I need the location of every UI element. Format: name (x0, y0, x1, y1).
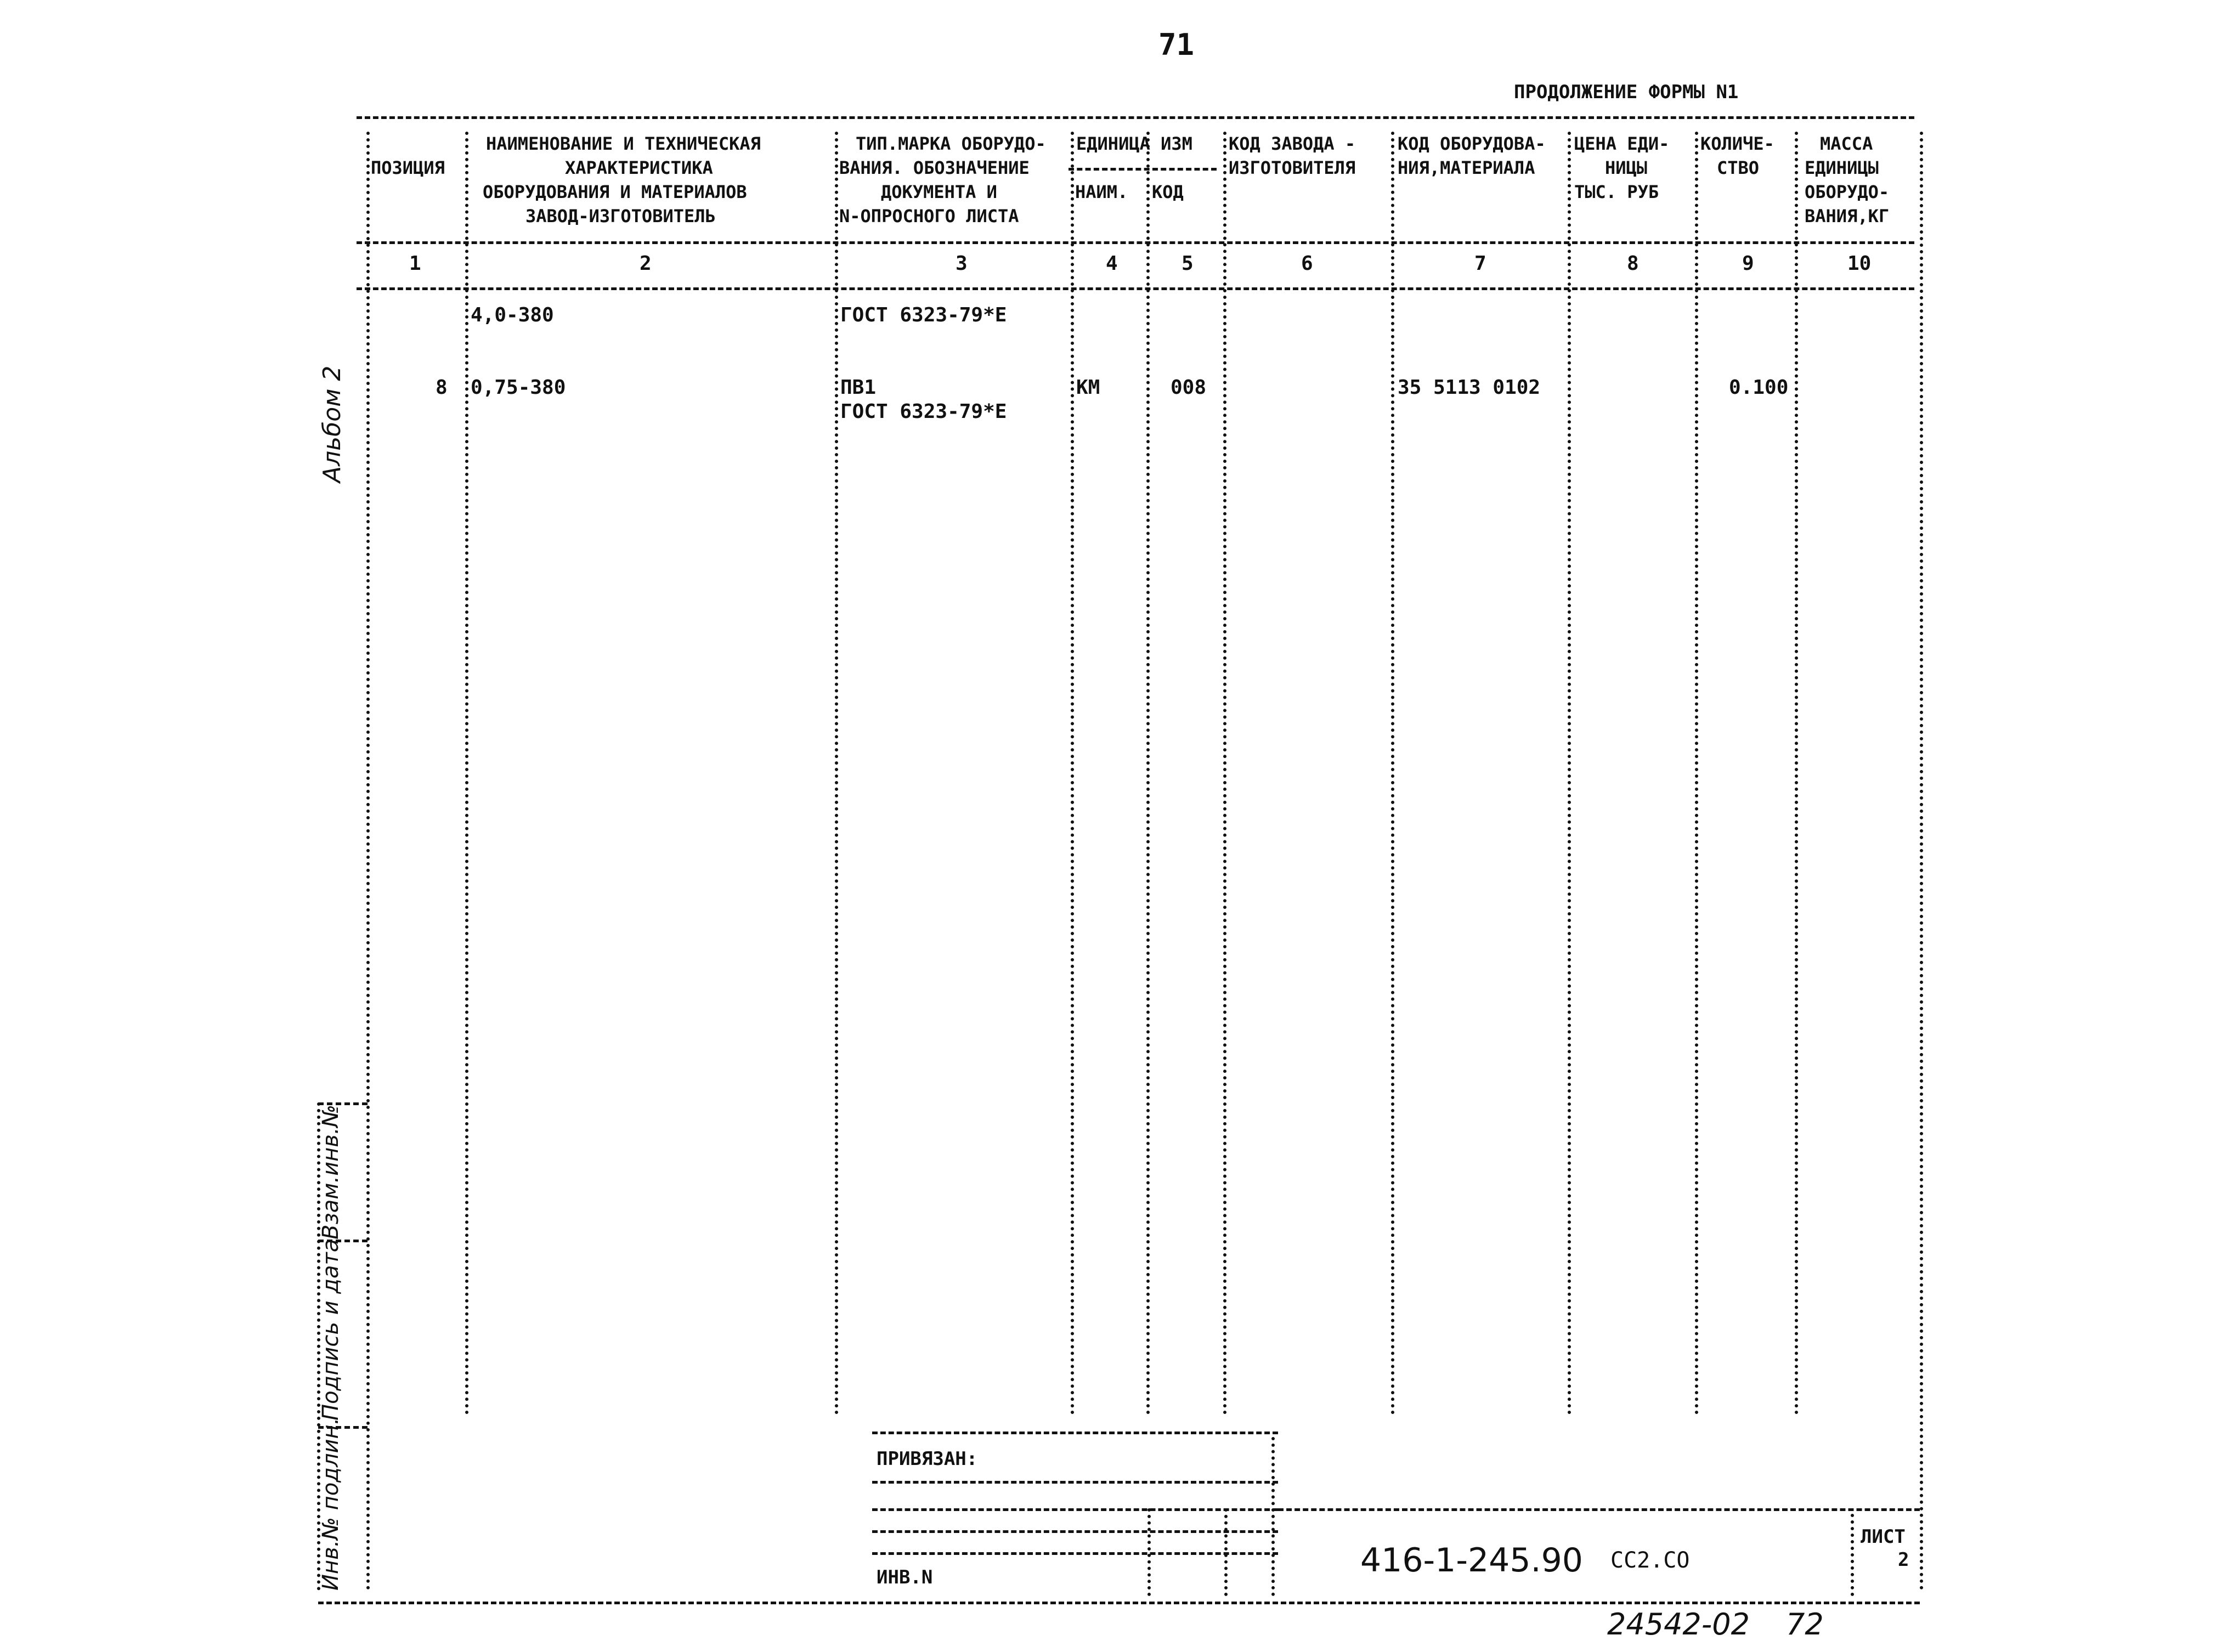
original-inv-label: Инв.№ подлин. (318, 1417, 343, 1591)
cell-doc: ГОСТ 6323-79*Е (840, 400, 1007, 423)
cell-unit: КМ (1076, 376, 1100, 399)
col-number-8: 8 (1627, 252, 1639, 275)
col-number-3: 3 (956, 252, 968, 275)
cell-doc: ПВ1 (840, 376, 877, 399)
col-sep-7 (1568, 132, 1571, 1415)
col-sep-4 (1146, 132, 1150, 1415)
privyazan-label: ПРИВЯЗАН: (877, 1448, 978, 1470)
col-sep-3 (1071, 132, 1074, 1415)
document-suffix: СС2.СО (1610, 1548, 1690, 1573)
stamp-rule (872, 1530, 1278, 1533)
col-number-4: 4 (1106, 252, 1118, 275)
form-title: ПРОДОЛЖЕНИЕ ФОРМЫ N1 (1514, 81, 1739, 103)
table-top-rule (357, 116, 1914, 119)
stamp-sep (1271, 1437, 1275, 1596)
stamp-rule (872, 1481, 1278, 1484)
cell-position: 8 (436, 376, 448, 399)
col-sep-5 (1223, 132, 1226, 1415)
page-number: 71 (1158, 27, 1195, 62)
col-number-10: 10 (1847, 252, 1872, 275)
col-sep-1 (465, 132, 468, 1415)
col-number-6: 6 (1301, 252, 1313, 275)
cell-name: 0,75-380 (471, 376, 566, 399)
inv-label: ИНВ.N (877, 1566, 933, 1588)
footer-page-number: 72 (1786, 1607, 1824, 1642)
col-number-7: 7 (1474, 252, 1486, 275)
document-code: 416-1-245.90 (1360, 1541, 1583, 1580)
footer-archive-number: 24542-02 (1607, 1607, 1750, 1642)
signature-date-label: Подпись и дата (318, 1238, 343, 1421)
stamp-rule (1278, 1508, 1920, 1511)
col-number-5: 5 (1182, 252, 1194, 275)
cell-quantity: 0.100 (1729, 376, 1789, 399)
cell-name: 4,0-380 (471, 304, 554, 326)
col-number-9: 9 (1742, 252, 1754, 275)
col-sep-8 (1695, 132, 1698, 1415)
col-sep-2 (835, 132, 838, 1415)
col-sep-6 (1391, 132, 1394, 1415)
stamp-rule (872, 1508, 1278, 1511)
vzam-inv-label: Взам.инв.№ (318, 1104, 343, 1240)
stamp-rule (872, 1552, 1278, 1555)
header-bottom-rule (357, 241, 1914, 244)
sheet-number: 2 (1898, 1549, 1909, 1571)
colnum-bottom-rule (357, 287, 1914, 290)
album-label: Альбом 2 (318, 365, 346, 483)
stamp-rule (872, 1432, 1278, 1434)
col-sep-10 (1920, 132, 1923, 1591)
cell-equipment-code: 35 5113 0102 (1398, 376, 1541, 399)
stamp-sep (1851, 1514, 1854, 1596)
col-sep-9 (1795, 132, 1798, 1415)
page-bottom-rule (318, 1602, 1920, 1604)
cell-unit-code: 008 (1171, 376, 1207, 399)
unit-sub-rule (1069, 168, 1217, 171)
col-sep-0 (366, 132, 370, 1591)
stamp-sep (1147, 1508, 1151, 1596)
sheet-label: ЛИСТ (1861, 1526, 1906, 1548)
cell-doc: ГОСТ 6323-79*Е (840, 304, 1007, 326)
col-number-1: 1 (409, 252, 421, 275)
col-number-2: 2 (640, 252, 652, 275)
stamp-sep (1224, 1508, 1228, 1596)
